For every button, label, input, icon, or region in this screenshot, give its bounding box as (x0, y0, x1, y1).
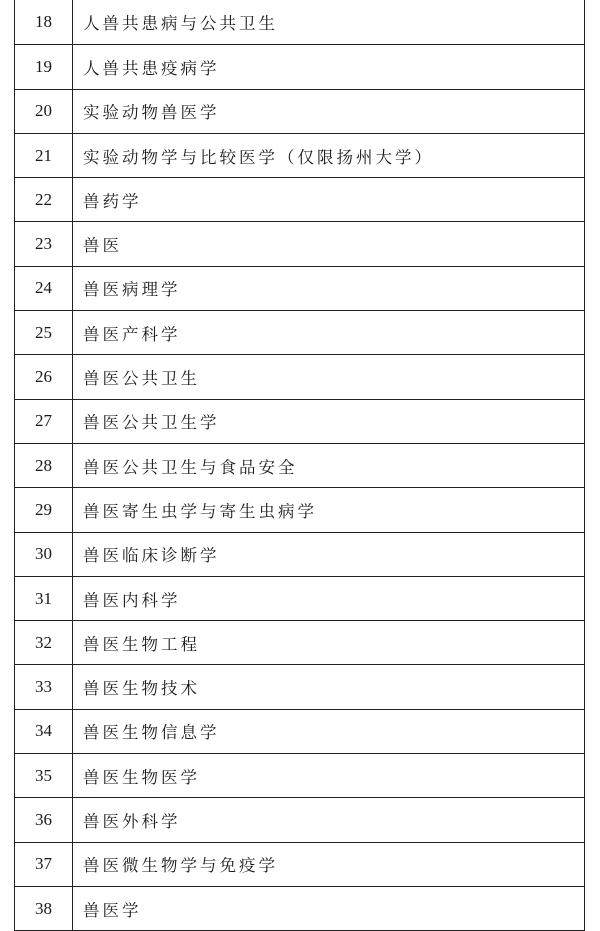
major-name: 兽医公共卫生 (83, 369, 200, 389)
row-number: 25 (15, 311, 73, 354)
major-name: 兽医公共卫生与食品安全 (83, 457, 298, 477)
table-row (15, 753, 584, 797)
major-name: 兽医生物技术 (83, 679, 200, 699)
table-row (15, 443, 584, 487)
table-row (15, 576, 584, 620)
row-number: 20 (15, 90, 73, 133)
row-number: 33 (15, 665, 73, 708)
row-number: 32 (15, 621, 73, 664)
table-row (15, 709, 584, 753)
major-name: 兽医寄生虫学与寄生虫病学 (83, 501, 317, 521)
table-row (15, 487, 584, 531)
row-number: 35 (15, 754, 73, 797)
major-name: 实验动物兽医学 (83, 103, 220, 123)
row-number: 38 (15, 887, 73, 930)
row-number: 26 (15, 355, 73, 398)
major-name: 人兽共患病与公共卫生 (83, 14, 278, 34)
row-number: 34 (15, 710, 73, 753)
table-row (15, 886, 584, 930)
row-number: 29 (15, 488, 73, 531)
row-number: 36 (15, 798, 73, 841)
major-name: 兽医生物工程 (83, 634, 200, 654)
row-number: 24 (15, 267, 73, 310)
table-row (15, 266, 584, 310)
table-row (15, 354, 584, 398)
table-row (15, 664, 584, 708)
row-number: 28 (15, 444, 73, 487)
major-name: 兽医内科学 (83, 590, 181, 610)
row-number: 30 (15, 533, 73, 576)
row-number: 21 (15, 134, 73, 177)
row-number: 19 (15, 45, 73, 88)
major-name: 兽医产科学 (83, 324, 181, 344)
table-row (15, 44, 584, 88)
major-name: 兽医生物医学 (83, 767, 200, 787)
major-name: 兽医病理学 (83, 280, 181, 300)
table-row (15, 89, 584, 133)
major-name: 兽医生物信息学 (83, 723, 220, 743)
major-name: 实验动物学与比较医学（仅限扬州大学） (83, 147, 434, 167)
table-row (15, 797, 584, 841)
table-row (15, 177, 584, 221)
row-number: 27 (15, 400, 73, 443)
major-name: 兽医临床诊断学 (83, 546, 220, 566)
table-row (15, 842, 584, 886)
table-row (15, 221, 584, 265)
row-number: 37 (15, 843, 73, 886)
table-row (15, 133, 584, 177)
row-number: 18 (15, 0, 73, 44)
table-row (15, 0, 584, 44)
row-number: 31 (15, 577, 73, 620)
major-name: 人兽共患疫病学 (83, 58, 220, 78)
table-row (15, 532, 584, 576)
table-row (15, 310, 584, 354)
major-name: 兽医公共卫生学 (83, 413, 220, 433)
row-number: 23 (15, 222, 73, 265)
row-number: 22 (15, 178, 73, 221)
table-row (15, 399, 584, 443)
major-name: 兽药学 (83, 191, 142, 211)
major-table (14, 0, 585, 931)
major-name: 兽医外科学 (83, 811, 181, 831)
major-name: 兽医 (83, 236, 122, 256)
table-row (15, 620, 584, 664)
major-name: 兽医学 (83, 900, 142, 920)
major-name: 兽医微生物学与免疫学 (83, 856, 278, 876)
